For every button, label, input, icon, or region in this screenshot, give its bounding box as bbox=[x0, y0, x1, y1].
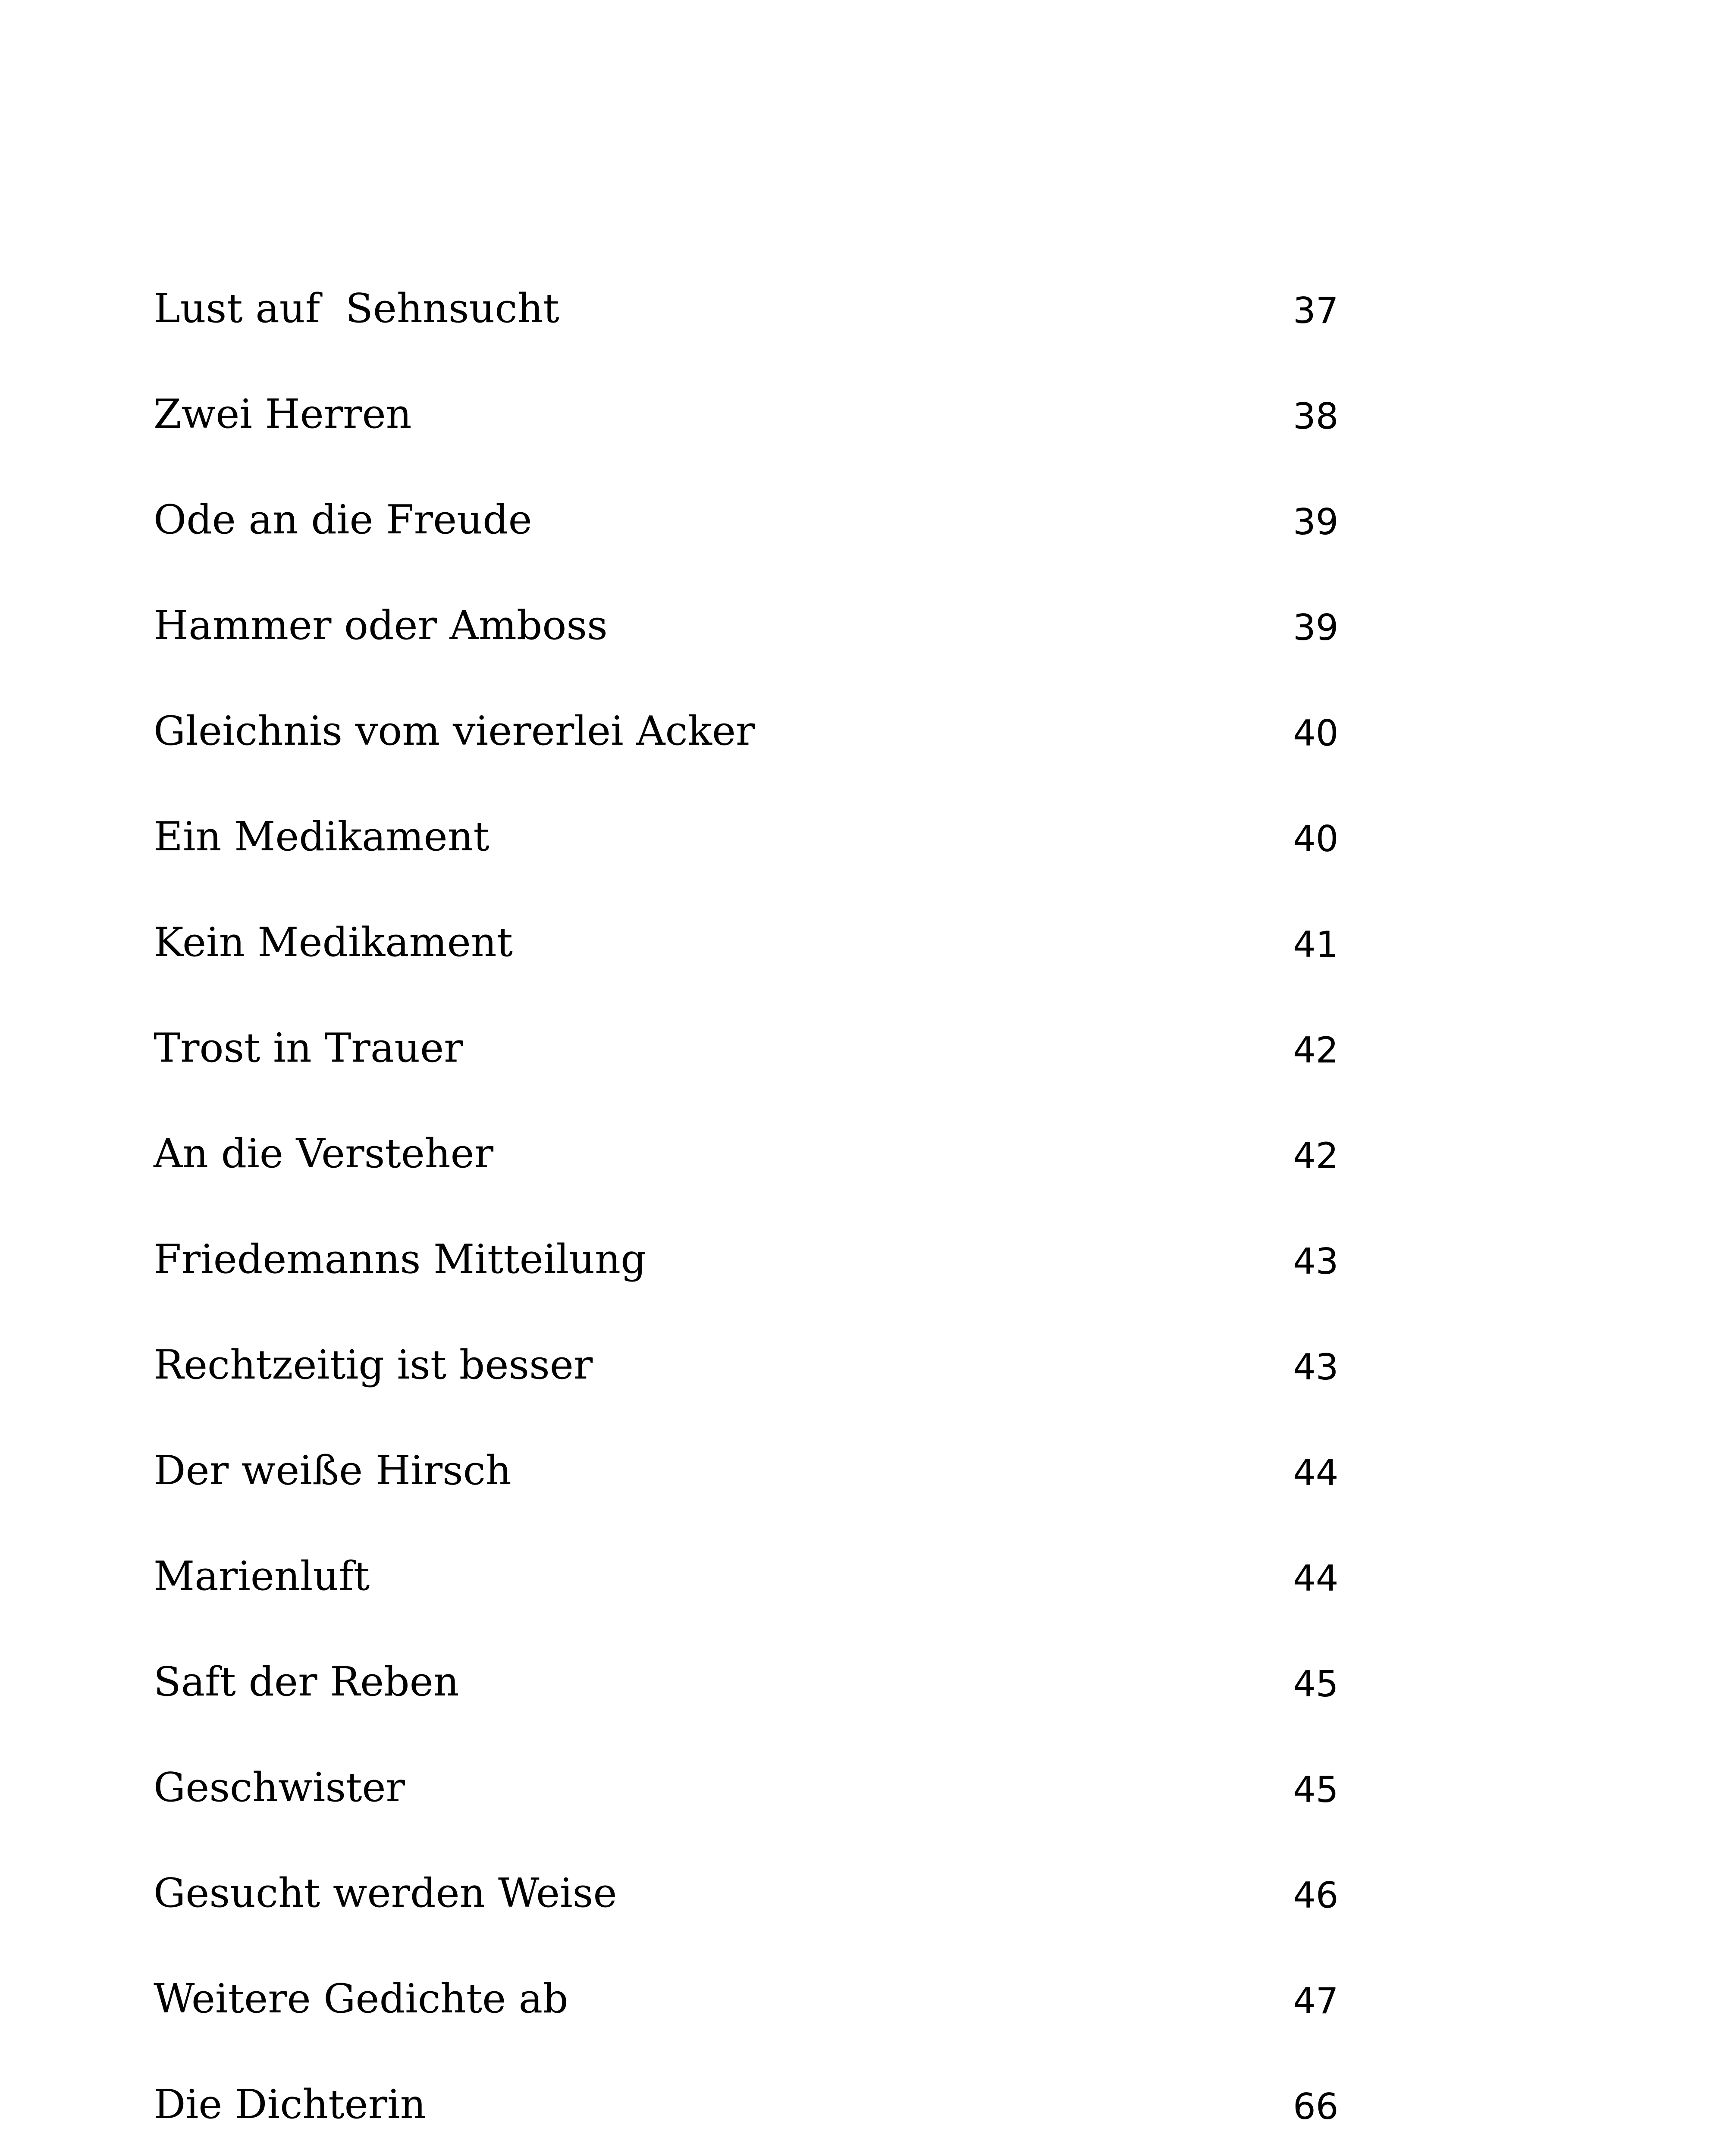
toc-entry-page-number: 43 bbox=[1293, 1241, 1339, 1282]
toc-entry bbox=[0, 1128, 1732, 1214]
toc-entry bbox=[0, 1867, 1732, 1953]
toc-entry bbox=[0, 1656, 1732, 1742]
toc-entry-title: Der weiße Hirsch bbox=[154, 1447, 511, 1494]
toc-entry bbox=[0, 705, 1732, 791]
toc-entry-title: Ein Medikament bbox=[154, 813, 489, 860]
toc-entry-title: An die Versteher bbox=[154, 1130, 494, 1177]
toc-entry bbox=[0, 811, 1732, 897]
toc-entry bbox=[0, 1445, 1732, 1531]
toc-entry-page-number: 44 bbox=[1293, 1557, 1339, 1599]
toc-entry bbox=[0, 282, 1732, 369]
toc-entry-title: Weitere Gedichte ab bbox=[154, 1975, 568, 2022]
toc-entry-page-number: 45 bbox=[1293, 1769, 1339, 1811]
toc-entry-page-number: 39 bbox=[1293, 607, 1339, 649]
toc-entry-page-number: 37 bbox=[1293, 290, 1339, 332]
toc-entry-page-number: 41 bbox=[1293, 924, 1339, 965]
toc-entry bbox=[0, 1761, 1732, 1848]
toc-entry-title: Kein Medikament bbox=[154, 919, 513, 965]
toc-entry-page-number: 44 bbox=[1293, 1452, 1339, 1494]
toc-entry-title: Saft der Reben bbox=[154, 1658, 459, 1705]
toc-entry bbox=[0, 916, 1732, 1003]
toc-entry-page-number: 39 bbox=[1293, 501, 1339, 543]
toc-entry-page-number: 40 bbox=[1293, 712, 1339, 754]
toc-entry bbox=[0, 1550, 1732, 1636]
toc-entry-title: Marienluft bbox=[154, 1553, 370, 1599]
toc-entry-page-number: 38 bbox=[1293, 395, 1339, 437]
toc-entry-title: Zwei Herren bbox=[154, 391, 412, 437]
toc-entry-title: Lust auf Sehnsucht bbox=[154, 285, 559, 332]
toc-entry-title: Rechtzeitig ist besser bbox=[154, 1341, 593, 1388]
toc-entry bbox=[0, 2078, 1732, 2156]
toc-entry bbox=[0, 599, 1732, 686]
toc-entry-title: Ode an die Freude bbox=[154, 496, 532, 543]
toc-entry bbox=[0, 1233, 1732, 1319]
toc-entry bbox=[0, 388, 1732, 474]
toc-entry-page-number: 42 bbox=[1293, 1029, 1339, 1071]
toc-entry-title: Geschwister bbox=[154, 1764, 405, 1811]
toc-entry-page-number: 47 bbox=[1293, 1980, 1339, 2022]
toc-entry-title: Die Dichterin bbox=[154, 2081, 426, 2128]
toc-entry-page-number: 40 bbox=[1293, 818, 1339, 860]
toc-entry bbox=[0, 1022, 1732, 1108]
toc-entry-page-number: 66 bbox=[1293, 2086, 1339, 2128]
toc-entry-page-number: 43 bbox=[1293, 1346, 1339, 1388]
toc-entry-title: Gleichnis vom viererlei Acker bbox=[154, 708, 755, 754]
toc-entry-page-number: 45 bbox=[1293, 1663, 1339, 1705]
toc-entry bbox=[0, 1973, 1732, 2059]
toc-entry-title: Trost in Trauer bbox=[154, 1025, 463, 1071]
toc-entry bbox=[0, 1339, 1732, 1425]
toc-entry-title: Friedemanns Mitteilung bbox=[154, 1236, 646, 1282]
toc-entry bbox=[0, 494, 1732, 580]
toc-entry-title: Hammer oder Amboss bbox=[154, 602, 608, 649]
toc-entry-title: Gesucht werden Weise bbox=[154, 1870, 617, 1916]
toc-entry-page-number: 42 bbox=[1293, 1135, 1339, 1177]
toc-entry-page-number: 46 bbox=[1293, 1874, 1339, 1916]
